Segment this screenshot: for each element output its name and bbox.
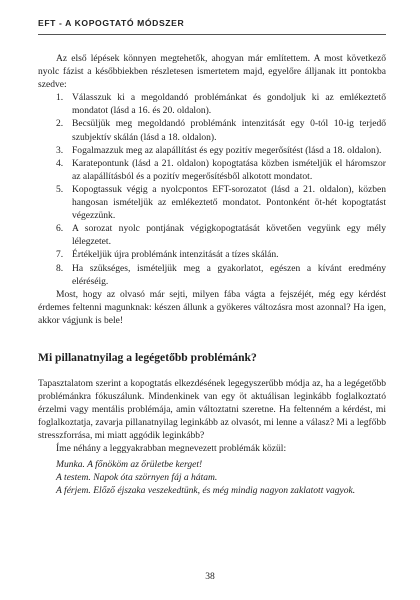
step-number: 8. xyxy=(56,262,64,274)
step-number: 4. xyxy=(56,157,64,169)
step-number: 7. xyxy=(56,249,64,261)
list-item xyxy=(38,144,386,157)
list-item xyxy=(38,183,386,222)
running-head: EFT - A KOPOGTATÓ MÓDSZER xyxy=(38,18,185,28)
page-body xyxy=(38,52,386,497)
step-text: Becsüljük meg megoldandó problémánk intenzitását egy 0-tól 10-ig terjedő szubjektív skálán (lásd a 18. oldalon). xyxy=(72,118,386,143)
step-number: 6. xyxy=(56,223,64,235)
example-quote: A testem. Napok óta szörnyen fáj a hátam. xyxy=(56,471,218,483)
step-number: 1. xyxy=(56,92,64,104)
step-number: 3. xyxy=(56,144,64,156)
step-text: Fogalmazzuk meg az alapállítást és egy pozitív megerősítést (lásd a 18. oldalon). xyxy=(72,144,382,156)
page-number: 38 xyxy=(205,571,215,582)
section-paragraph: Tapasztalatom szerint a kopogtatás elkezdésének legegyszerűbb módja az, ha a legégetőbb problémánkra fókuszálunk. Mindenkinek van egy öt aktuálisan leginkább foglalkoztató érzelmi vagy mentális problémája, amin változtatni szeretne. Ha feltenném a kérdést, mi foglalkoztatja, zavarja pillanatnyilag leginkább az olvasót, mi lenne a válasz? Mi a legfőbb stresszforrása, mi miatt aggódik leginkább? xyxy=(38,377,386,442)
step-number: 2. xyxy=(56,118,64,130)
step-text: Válasszuk ki a megoldandó problémánkat és gondoljuk ki az emlékeztető mondatot (lásd a 16. és 20. oldalon). xyxy=(72,92,386,117)
step-number: 5. xyxy=(56,183,64,195)
list-item xyxy=(38,222,386,248)
examples-list xyxy=(38,458,386,497)
steps-list xyxy=(38,91,386,287)
example-quote: Munka. A főnököm az őrületbe kerget! xyxy=(56,458,203,470)
examples-intro: Íme néhány a leggyakrabban megnevezett problémák közül: xyxy=(56,443,287,455)
list-item xyxy=(38,248,386,261)
step-text: Kopogtassuk végig a nyolcpontos EFT-sorozatot (lásd a 21. oldalon), közben hangosan ismételjük az emlékeztető mondatot. Pontonként öt-hét kopogtatást végezzünk. xyxy=(72,183,386,222)
step-text: A sorozat nyolc pontjának végigkopogtatását követően vegyünk egy mély lélegzetet. xyxy=(72,223,386,248)
list-item xyxy=(38,157,386,183)
list-item xyxy=(38,91,386,117)
step-text: Értékeljük újra problémánk intenzitását a tízes skálán. xyxy=(72,249,279,261)
step-text: Karatepontunk (lásd a 21. oldalon) kopogtatása közben ismételjük el háromszor az alapállításból és a pozitív megerősítésből alkotott mondatot. xyxy=(72,157,386,182)
header-rule xyxy=(38,34,386,35)
step-text: Ha szükséges, ismételjük meg a gyakorlatot, egészen a kívánt eredmény eléréséig. xyxy=(72,262,386,287)
section-heading: Mi pillanatnyilag a legégetőbb problémánk? xyxy=(38,350,257,364)
list-item xyxy=(38,262,386,288)
closing-paragraph: Most, hogy az olvasó már sejti, milyen fába vágta a fejszéjét, még egy kérdést érdemes feltenni magunknak: készen állunk a gyökeres változásra most azonnal? Ha igen, akkor vágjunk is bele! xyxy=(38,288,386,326)
example-quote: A férjem. Előző éjszaka veszekedtünk, és még mindig nagyon zaklatott vagyok. xyxy=(56,484,356,496)
list-item xyxy=(38,117,386,143)
intro-paragraph: Az első lépések könnyen megtehetők, ahogyan már említettem. A most következő nyolc fázist a későbbiekben részletesen ismertetem majd, egyelőre álljanak itt pontokba szedve: xyxy=(38,53,386,91)
